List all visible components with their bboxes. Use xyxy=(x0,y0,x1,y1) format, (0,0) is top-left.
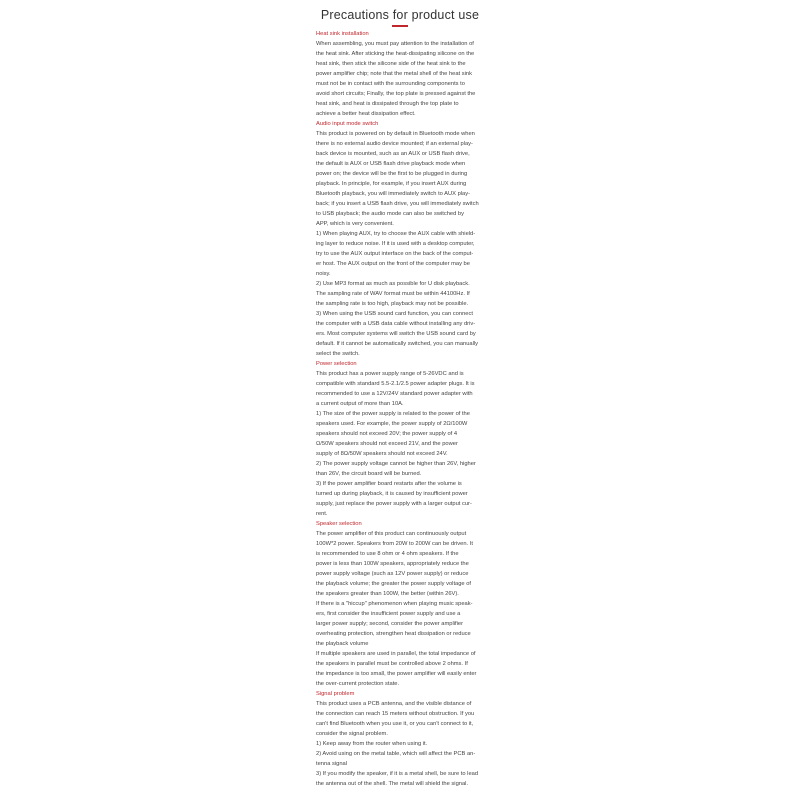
paragraph-line: noisy. xyxy=(316,271,331,277)
paragraph-line: the speakers greater than 100W, the better (within 26V). xyxy=(316,591,459,597)
paragraph-line: back device is mounted, such as an AUX or USB flash drive, xyxy=(316,151,470,157)
page-title: Precautions for product use xyxy=(320,8,480,22)
section-speaker-selection xyxy=(316,519,496,689)
paragraph-line: consider the signal problem. xyxy=(316,731,388,737)
paragraph-line: speakers should not exceed 20V; the power supply of 4 xyxy=(316,431,458,437)
paragraph-line: APP, which is very convenient. xyxy=(316,221,394,227)
paragraph-line: can't find Bluetooth when you use it, or you can't connect to it, xyxy=(316,721,474,727)
paragraph-line: compatible with standard 5.5-2.1/2.5 power adapter plugs. It is xyxy=(316,381,475,387)
section-power-selection xyxy=(316,359,496,519)
paragraph-line: the over-current protection state. xyxy=(316,681,400,687)
paragraph-line: 1) Keep away from the router when using it. xyxy=(316,741,428,747)
section-heading: Power selection xyxy=(316,361,357,367)
document-body xyxy=(316,29,496,789)
paragraph-line: ers. Most computer systems will switch the USB sound card by xyxy=(316,331,476,337)
paragraph-line: back; if you insert a USB flash drive, you will immediately switch xyxy=(316,201,479,207)
paragraph-line: Bluetooth playback, you will immediately switch to AUX play- xyxy=(316,191,471,197)
paragraph-line: is recommended to use 8 ohm or 4 ohm speakers. If the xyxy=(316,551,459,557)
section-heading: Heat sink installation xyxy=(316,31,369,37)
paragraph-line: heat sink, and heat is dissipated through the top plate to xyxy=(316,101,459,107)
paragraph-line: the speakers in parallel must be controlled above 2 ohms. If xyxy=(316,661,468,667)
paragraph-line: the computer with a USB data cable without installing any driv- xyxy=(316,321,476,327)
paragraph-line: 2) Avoid using on the metal table, which will affect the PCB an- xyxy=(316,751,476,757)
paragraph-line: recommended to use a 12V/24V standard power adapter with xyxy=(316,391,473,397)
paragraph-line: tenna signal xyxy=(316,761,348,767)
section-heading: Audio input mode switch xyxy=(316,121,379,127)
paragraph-line: try to use the AUX output interface on the back of the comput- xyxy=(316,251,474,257)
title-underline xyxy=(392,25,408,27)
paragraph-line: the playback volume; the greater the power supply voltage of xyxy=(316,581,472,587)
paragraph-line: the impedance is too small, the power amplifier will easily enter xyxy=(316,671,477,677)
section-heading: Signal problem xyxy=(316,691,355,697)
paragraph-line: 1) When playing AUX, try to choose the AUX cable with shield- xyxy=(316,231,476,237)
paragraph-line: supply of 8Ω/50W speakers should not exceed 24V. xyxy=(316,451,448,457)
paragraph-line: turned up during playback, it is caused by insufficient power xyxy=(316,491,468,497)
paragraph-line: the playback volume xyxy=(316,641,369,647)
paragraph-line: the connection can reach 15 meters without obstruction. If you xyxy=(316,711,475,717)
paragraph-line: speakers used. For example, the power supply of 2Ω/100W xyxy=(316,421,468,427)
paragraph-line: 3) If you modify the speaker, if it is a metal shell, be sure to lead xyxy=(316,771,479,777)
paragraph-line: default. If it cannot be automatically switched, you can manually xyxy=(316,341,479,347)
paragraph-line: If there is a "hiccup" phenomenon when playing music speak- xyxy=(316,601,473,607)
paragraph-line: 2) The power supply voltage cannot be higher than 26V, higher xyxy=(316,461,476,467)
paragraph-line: This product uses a PCB antenna, and the visible distance of xyxy=(316,701,472,707)
paragraph-line: playback. In principle, for example, if you insert AUX during xyxy=(316,181,467,187)
section-heading: Speaker selection xyxy=(316,521,362,527)
section-heat-sink-installation xyxy=(316,29,496,119)
section-signal-problem xyxy=(316,689,496,789)
paragraph-line: achieve a better heat dissipation effect. xyxy=(316,111,416,117)
paragraph-line: ers, first consider the insufficient power supply and use a xyxy=(316,611,461,617)
section-audio-input-mode-switch xyxy=(316,119,496,359)
paragraph-line: larger power supply; second, consider the power amplifier xyxy=(316,621,464,627)
paragraph-line: ing layer to reduce noise. If it is used with a desktop computer, xyxy=(316,241,475,247)
paragraph-line: When assembling, you must pay attention to the installation of xyxy=(316,41,474,47)
paragraph-line: If multiple speakers are used in parallel, the total impedance of xyxy=(316,651,476,657)
paragraph-line: heat sink, then stick the silicone side of the heat sink to the xyxy=(316,61,466,67)
paragraph-line: the sampling rate is too high, playback may not be possible. xyxy=(316,301,469,307)
paragraph-line: select the switch. xyxy=(316,351,360,357)
paragraph-line: 3) If the power amplifier board restarts after the volume is xyxy=(316,481,462,487)
paragraph-line: Ω/50W speakers should not exceed 21V, and the power xyxy=(316,441,458,447)
paragraph-line: 100W*2 power. Speakers from 20W to 200W can be driven. It xyxy=(316,541,473,547)
paragraph-line: must not be in contact with the surrounding components to xyxy=(316,81,465,87)
paragraph-line: This product is powered on by default in Bluetooth mode when xyxy=(316,131,475,137)
paragraph-line: the heat sink. After sticking the heat-dissipating silicone on the xyxy=(316,51,475,57)
paragraph-line: to USB playback; the audio mode can also be switched by xyxy=(316,211,464,217)
paragraph-line: overheating protection, strengthen heat dissipation or reduce xyxy=(316,631,471,637)
paragraph-line: 2) Use MP3 format as much as possible for U disk playback. xyxy=(316,281,470,287)
paragraph-line: avoid short circuits; Finally, the top plate is pressed against the xyxy=(316,91,476,97)
paragraph-line: power on; the device will be the first to be plugged in during xyxy=(316,171,468,177)
paragraph-line: 3) When using the USB sound card function, you can connect xyxy=(316,311,473,317)
paragraph-line: the antenna out of the shell. The metal will shield the signal. xyxy=(316,781,469,787)
paragraph-line: 1) The size of the power supply is related to the power of the xyxy=(316,411,470,417)
paragraph-line: er host. The AUX output on the front of the computer may be xyxy=(316,261,470,267)
paragraph-line: the default is AUX or USB flash drive playback mode when xyxy=(316,161,466,167)
paragraph-line: The power amplifier of this product can continuously output xyxy=(316,531,467,537)
paragraph-line: a current output of more than 10A. xyxy=(316,401,404,407)
paragraph-line: there is no external audio device mounted; if an external play- xyxy=(316,141,473,147)
paragraph-line: This product has a power supply range of 5-26VDC and is xyxy=(316,371,464,377)
paragraph-line: than 26V, the circuit board will be burned. xyxy=(316,471,422,477)
paragraph-line: supply, just replace the power supply with a larger output cur- xyxy=(316,501,472,507)
paragraph-line: power amplifier chip; note that the metal shell of the heat sink xyxy=(316,71,472,77)
paragraph-line: The sampling rate of WAV format must be within 44100Hz. If xyxy=(316,291,470,297)
paragraph-line: power is less than 100W speakers, appropriately reduce the xyxy=(316,561,469,567)
paragraph-line: rent. xyxy=(316,511,328,517)
paragraph-line: power supply voltage (such as 12V power supply) or reduce xyxy=(316,571,469,577)
